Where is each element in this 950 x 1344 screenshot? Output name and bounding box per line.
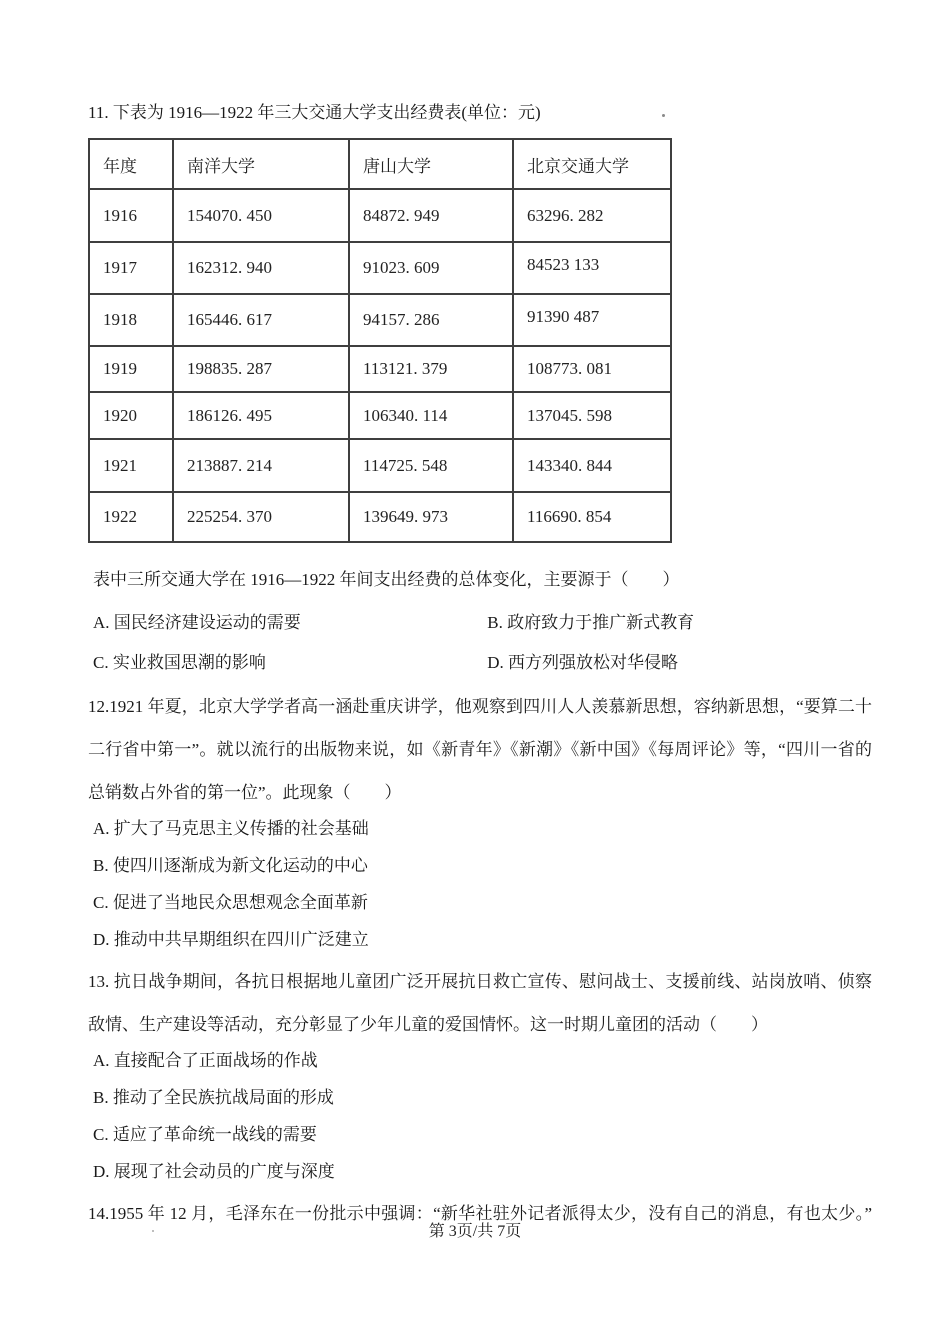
table-cell-amount: 116690. 854	[513, 492, 671, 542]
table-cell-amount: 198835. 287	[173, 346, 349, 392]
option-c: C. 促进了当地民众思想观念全面革新	[93, 893, 368, 912]
table-cell-amount: 84872. 949	[349, 189, 513, 242]
option-c: C. 适应了革命统一战线的需要	[93, 1125, 317, 1144]
option-a: A. 直接配合了正面战场的作战	[93, 1051, 318, 1070]
question-11-stem: 11. 下表为 1916—1922 年三大交通大学支出经费表(单位：元)	[88, 103, 541, 122]
table-cell-amount: 114725. 548	[349, 439, 513, 492]
table-cell-amount: 91023. 609	[349, 242, 513, 294]
expenditure-table	[88, 138, 672, 543]
table-cell-amount: 154070. 450	[173, 189, 349, 242]
table-cell-year: 1921	[89, 439, 173, 492]
table-cell-amount: 186126. 495	[173, 392, 349, 439]
question-12	[88, 685, 872, 958]
table-row	[89, 492, 671, 542]
table-cell-year: 1917	[89, 242, 173, 294]
question-13-stem: 13. 抗日战争期间，各抗日根据地儿童团广泛开展抗日救亡宣传、慰问战士、支援前线、站岗放哨、侦察敌情、生产建设等活动，充分彰显了少年儿童的爱国情怀。这一时期儿童团的活动（ ）	[88, 972, 872, 1034]
option-row	[93, 603, 872, 643]
table-cell-amount: 137045. 598	[513, 392, 671, 439]
table-cell-amount: 225254. 370	[173, 492, 349, 542]
table-cell-amount: 108773. 081	[513, 346, 671, 392]
table-header-year: 年度	[89, 139, 173, 189]
table-cell-amount: 162312. 940	[173, 242, 349, 294]
option-b: B. 政府致力于推广新式教育	[487, 613, 695, 632]
option-b: B. 推动了全民族抗战局面的形成	[93, 1088, 334, 1107]
table-row	[89, 189, 671, 242]
table-cell-amount: 165446. 617	[173, 294, 349, 346]
option-d: D. 推动中共早期组织在四川广泛建立	[93, 930, 369, 949]
page-number-footer: 第 3页/共 7页	[428, 1223, 522, 1240]
question-11-options	[88, 603, 872, 683]
table-row	[89, 439, 671, 492]
table-cell-year: 1918	[89, 294, 173, 346]
table-cell-year: 1920	[89, 392, 173, 439]
table-row	[89, 242, 671, 294]
table-header-row	[89, 139, 671, 189]
table-cell-amount: 91390 487	[513, 294, 671, 346]
table-cell-year: 1919	[89, 346, 173, 392]
table-cell-amount: 139649. 973	[349, 492, 513, 542]
table-header-beijing: 北京交通大学	[513, 139, 671, 189]
option-b: B. 使四川逐渐成为新文化运动的中心	[93, 856, 368, 875]
table-cell-amount: 113121. 379	[349, 346, 513, 392]
exam-content	[88, 100, 872, 1235]
option-a: A. 扩大了马克思主义传播的社会基础	[93, 819, 369, 838]
question-12-options	[88, 810, 872, 958]
question-12-stem: 12.1921 年夏，北京大学学者高一涵赴重庆讲学，他观察到四川人人羡慕新思想，容纳新思想，“要算二十二行省中第一”。就以流行的出版物来说，如《新青年》《新潮》《新中国》《每周评论》等，“四川一省的总销数占外省的第一位”。此现象（ ）	[88, 697, 872, 802]
question-13	[88, 960, 872, 1190]
question-11-prompt: 表中三所交通大学在 1916—1922 年间支出经费的总体变化，主要源于（ ）	[93, 570, 680, 589]
table-cell-amount: 106340. 114	[349, 392, 513, 439]
table-row	[89, 294, 671, 346]
option-a: A. 国民经济建设运动的需要	[93, 613, 301, 632]
table-header-nanyang: 南洋大学	[173, 139, 349, 189]
table-cell-amount: 213887. 214	[173, 439, 349, 492]
option-c: C. 实业救国思潮的影响	[93, 653, 266, 672]
option-row	[93, 643, 872, 683]
table-cell-year: 1916	[89, 189, 173, 242]
question-11	[88, 100, 872, 683]
option-d: D. 西方列强放松对华侵略	[487, 653, 679, 672]
table-cell-amount: 143340. 844	[513, 439, 671, 492]
table-cell-amount: 84523 133	[513, 242, 671, 294]
question-13-options	[88, 1042, 872, 1190]
table-cell-amount: 94157. 286	[349, 294, 513, 346]
question-14-stem: 14.1955 年 12 月，毛泽东在一份批示中强调：“新华社驻外记者派得太少，没有自己的消息，有也太少。”	[88, 1204, 872, 1223]
table-cell-year: 1922	[89, 492, 173, 542]
table-row	[89, 392, 671, 439]
table-cell-amount: 63296. 282	[513, 189, 671, 242]
option-d: D. 展现了社会动员的广度与深度	[93, 1162, 335, 1181]
table-header-tangshan: 唐山大学	[349, 139, 513, 189]
table-row	[89, 346, 671, 392]
